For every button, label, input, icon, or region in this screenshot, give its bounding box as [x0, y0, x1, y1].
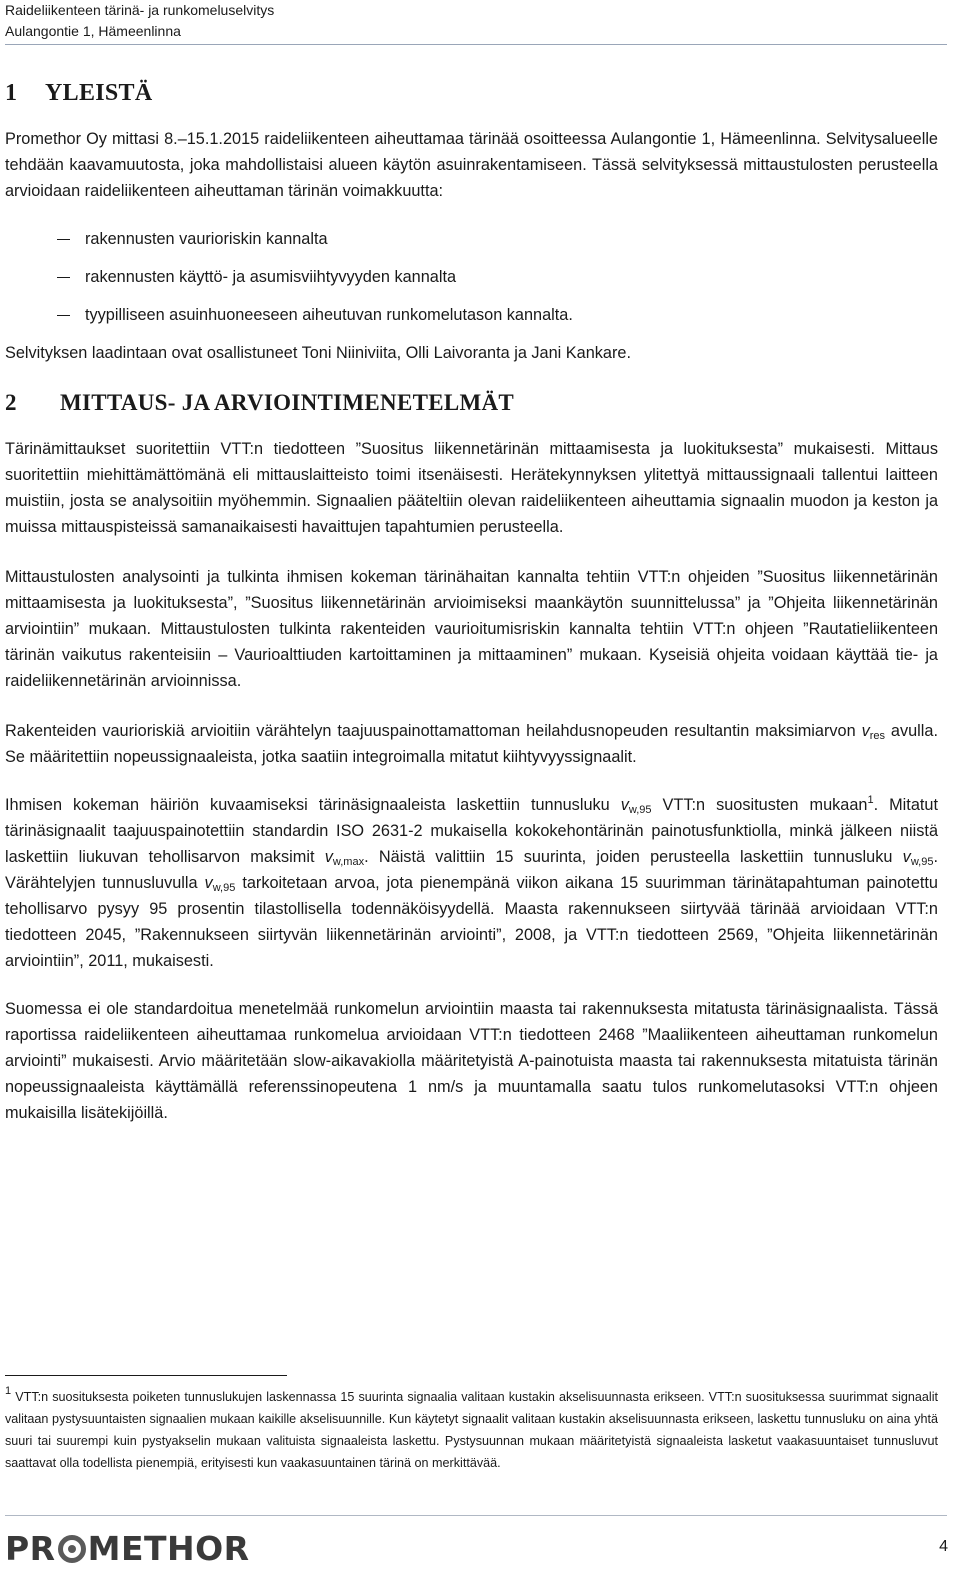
- page-number: 4: [939, 1538, 948, 1555]
- list-item: tyypilliseen asuinhuoneeseen aiheutuvan runkomelutason kannalta.: [5, 302, 938, 328]
- footnote-divider: [5, 1375, 287, 1376]
- footnote-reference[interactable]: 1: [867, 794, 874, 806]
- footnote-text: VTT:n suosituksesta poiketen tunnuslukujen laskennassa 15 suurinta signaalia valitaan kustakin akselisuunnasta erikseen. VTT:n suosituksessa suurimmat signaalit valitaan pystysuuntaisten signaalien mukaan kaikille akselisuunnille. Kun käytetyt signaalit valitaan kustakin akselisuunnasta erikseen, laskettu tunnusluku on aina yhtä suuri tai suurempi kuin pystyakselin mukaan valituista signaaleista laskettu. Pystysuunnan mukaan määritetyistä signaaleista lasketut vaakasuuntaiset tunnusluvut saattavat olla todellista pienempiä, erityisesti kun vaakasuuntainen tärinä on merkittävää.: [5, 1390, 938, 1470]
- section-2-paragraph-1: Tärinämittaukset suoritettiin VTT:n tiedotteen ”Suositus liikennetärinän mittaamisesta ja luokituksesta” mukaisesti. Mittaus suoritettiin miehittämättömänä eli mittauslaitteisto toimi itsenäisesti. Herätekynnyksen ylitettyä mittaussignaali tallentui laitteen muistiin, josta se analysoitiin myöhemmin. Signaalien pääteltiin olevan raideliikenteen aiheuttamia signaalin muodon ja keston ja muissa mittauspisteissä samanaikaisesti havaittujen tapahtumien perusteella.: [5, 440, 938, 536]
- footnote-marker: 1: [5, 1385, 12, 1397]
- section-2-number: 2: [5, 390, 17, 415]
- section-1-heading: [5, 80, 938, 107]
- assessment-criteria-list: [5, 226, 938, 328]
- header-title: Raideliikenteen tärinä- ja runkomeluselvitys: [5, 2, 275, 18]
- footnote: [5, 1386, 938, 1474]
- dash-bullet-icon: [57, 315, 70, 316]
- section-2-heading: [5, 390, 938, 416]
- logo-ring-icon: [58, 1535, 86, 1563]
- promethor-logo: PR METHOR: [5, 1528, 250, 1568]
- dash-bullet-icon: [57, 239, 70, 240]
- list-item: rakennusten vaurioriskin kannalta: [5, 226, 938, 252]
- section-1-intro: Promethor Oy mittasi 8.–15.1.2015 raideliikenteen aiheuttamaa tärinää osoitteessa Aulangontie 1, Hämeenlinna. Selvitysalueelle tehdään kaavamuutosta, joka mahdollistaisi alueen käytön asuinrakentamiseen. Tässä selvityksessä mittaustulosten perusteella arvioidaan raideliikenteen aiheuttaman tärinän voimakkuutta:: [5, 130, 938, 200]
- section-2-title: MITTAUS- JA ARVIOINTIMENETELMÄT: [60, 390, 515, 415]
- section-2-paragraph-4: Ihmisen kokeman häiriön kuvaamiseksi tärinäsignaaleista laskettiin tunnusluku $v_{w,95}$ VTT:n suositusten mukaan$^1$. Mitatut tärinäsignaalit taajuuspainotettiin standardin ISO 2631-2 mukaisella kokokehontärinän painotusfunktiolla, minkä jälkeen niistä laskettiin liukuvan tehollisarvon maksimit $v_{w,max}$. Näistä valittiin 15 suurinta, joiden perusteella laskettiin tunnusluku $v_{w,95}$. Värähtelyjen tunnusluvulla $v_{w,95}$ tarkoitetaan arvoa, jota pienempänä viikon aikana 15 suurimman tärinätapahtuman painotettu tehollisarvo pysyy 95 prosentin tilastollisella todennäköisyydellä. Maasta rakennukseen siirtyvää tärinää arvioidaan VTT:n tiedotteen 2045, ”Rakennukseen siirtyvän liikennetärinän arviointi”, 2008, ja VTT:n tiedotteen 2569, ”Ohjeita liikennetärinän arviointiin”, 2011, mukaisesti.: [5, 794, 938, 970]
- section-1-number: 1: [5, 80, 18, 106]
- header-divider: [5, 44, 947, 45]
- dash-bullet-icon: [57, 277, 70, 278]
- section-2-paragraph-3: Rakenteiden vaurioriskiä arvioitiin värähtelyn taajuuspainottamattoman heilahdusnopeuden resultantin maksimiarvon $v_{res}$ avulla. Se määritettiin nopeussignaaleista, jotka saatiin integroimalla mitatut kiihtyvyyssignaalit.: [5, 722, 938, 766]
- section-1-authors: Selvityksen laadintaan ovat osallistuneet Toni Niiniviita, Olli Laivoranta ja Jani Kankare.: [5, 344, 631, 362]
- document-body: [5, 80, 938, 1150]
- section-1-title: YLEISTÄ: [45, 80, 153, 106]
- list-item: rakennusten käyttö- ja asumisviihtyvyyden kannalta: [5, 264, 938, 290]
- page-header: [5, 0, 947, 42]
- section-2-paragraph-5: Suomessa ei ole standardoitua menetelmää runkomelun arviointiin maasta tai rakennuksesta mitatusta tärinäsignaalista. Tässä raportissa raideliikenteen aiheuttamaa runkomelua arvioidaan VTT:n tiedotteen 2468 ”Maaliikenteen aiheuttaman runkomelun arviointi” mukaisesti. Arvio määritetään slow-aikavakiolla määritetyistä A-painotuista maasta tai rakennuksesta mitatuista tärinän nopeussignaaleista käyttämällä referenssinopeutena 1 nm/s ja muuntamalla saatu tulos runkomelutasoksi VTT:n ohjeen mukaisilla lisätekijöillä.: [5, 1000, 938, 1122]
- header-address: Aulangontie 1, Hämeenlinna: [5, 23, 181, 39]
- footer-divider: [5, 1515, 947, 1516]
- section-2-paragraph-2: Mittaustulosten analysointi ja tulkinta ihmisen kokeman tärinähaitan kannalta tehtiin VTT:n ohjeiden ”Suositus liikennetärinän mittaamisesta ja luokituksesta”, ”Suositus liikennetärinän arvioimiseksi maankäytön suunnittelussa” ja ”Ohjeita liikennetärinän arviointiin” mukaan. Mittaustulosten tulkinta rakenteiden vaurioitumisriskin kannalta tehtiin VTT:n ohjeen ”Rautatieliikenteen tärinän vaikutus rakenteisiin – Vaurioalttiuden kartoittaminen ja mittaaminen” mukaan. Kyseisiä ohjeita voidaan käyttää tie- ja raideliikennetärinän arvioinnissa.: [5, 568, 938, 690]
